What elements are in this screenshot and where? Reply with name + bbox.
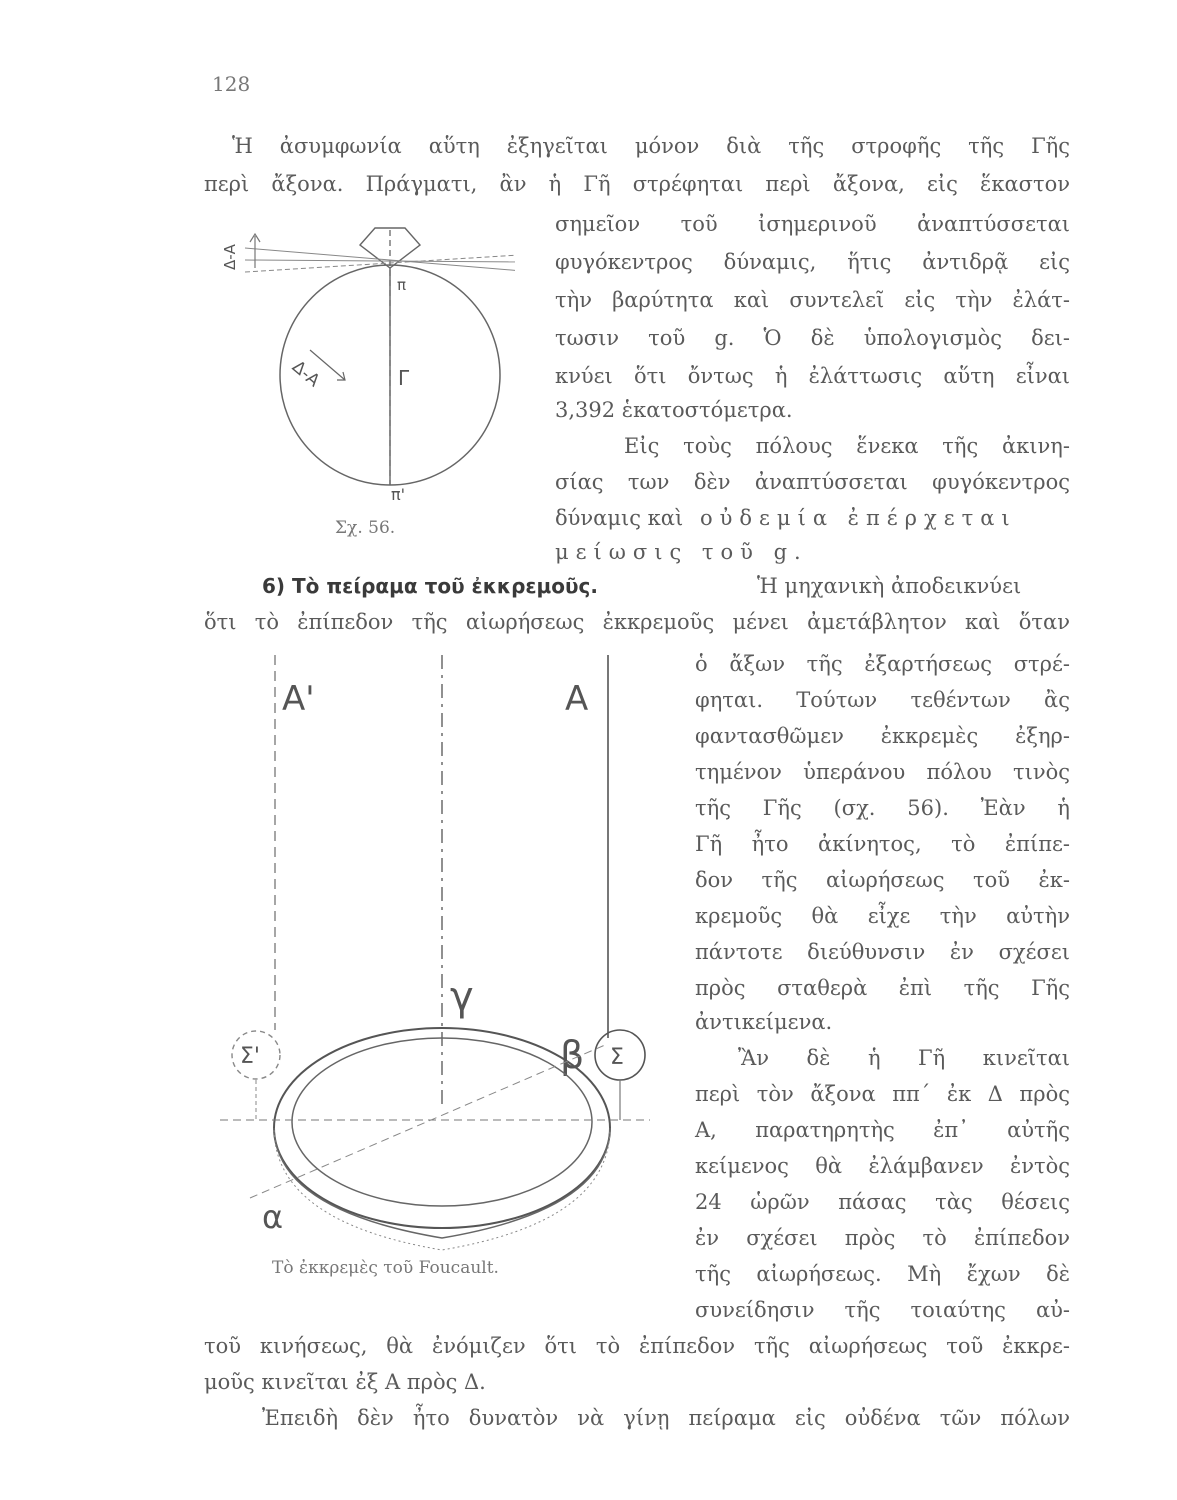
label-A-prime: Α' [282,679,315,719]
page-number: 128 [212,72,251,96]
label-pi: π [397,276,407,294]
text-line: ὅτι τὸ ἐπίπεδον τῆς αἰωρήσεως ἐκκρεμοῦς μένει ἀμετάβλητον καὶ ὅταν [204,610,1070,634]
text-line: τωσιν τοῦ g. Ὁ δὲ ὑπολογισμὸς δει- [555,326,1070,350]
ring-rim-ticks [274,1130,610,1250]
text-line: ὁ ἄξων τῆς ἐξαρτήσεως στρέ- [695,652,1070,676]
figure-56 [215,210,515,550]
label-sigma: Σ [610,1045,624,1070]
label-top: Δ-Α [221,244,239,270]
text-line: περὶ ἄξονα. Πράγματι, ἂν ἡ Γῆ στρέφηται περὶ ἄξονα, εἰς ἕκαστον [204,172,1070,196]
foucault-figure [210,650,680,1270]
text-line: φυγόκεντρος δύναμις, ἥτις ἀντιδρᾷ εἰς [555,250,1070,274]
text-line: ἐν σχέσει πρὸς τὸ ἐπίπεδον [695,1226,1070,1250]
text-line: τῆς Γῆς (σχ. 56). Ἐὰν ἡ [695,796,1070,820]
text-line: κνύει ὅτι ὄντως ἡ ἐλάττωσις αὕτη εἶναι [555,364,1070,388]
diag-line [250,1045,605,1198]
plane-line-3 [245,254,515,272]
text-line: 24 ὡρῶν πάσας τὰς θέσεις [695,1190,1070,1214]
label-sigma-prime: Σ' [240,1044,260,1069]
text-line: 3,392 ἑκατοστόμετρα. [555,398,793,422]
text-line: φηται. Τούτων τεθέντων ἂς [695,688,1070,712]
text-line: πρὸς σταθερὰ ἐπὶ τῆς Γῆς [695,976,1070,1000]
text-line: Γῆ ἦτο ἀκίνητος, τὸ ἐπίπε- [695,832,1070,856]
text-line: Α, παρατηρητὴς ἐπ᾽ αὐτῆς [695,1118,1070,1142]
text-line: Ἂν δὲ ἡ Γῆ κινεῖται [738,1046,1070,1070]
text-line: κρεμοῦς θὰ εἶχε τὴν αὐτὴν [695,904,1070,928]
ring-rim [274,1128,610,1238]
label-alpha: α [262,1198,284,1236]
label-gamma: Γ [398,366,410,390]
text-line: πάντοτε διεύθυνσιν ἐν σχέσει [695,940,1070,964]
label-pi-prime: π' [391,485,406,504]
foucault-caption: Τὸ ἐκκρεμὲς τοῦ Foucault. [272,1258,499,1278]
section-heading: 6) Τὸ πείραμα τοῦ ἐκκρεμοῦς. [262,574,598,598]
text-line: τὴν βαρύτητα καὶ συντελεῖ εἰς τὴν ἐλάτ- [555,288,1070,312]
text-line: τῆς αἰωρήσεως. Μὴ ἔχων δὲ [695,1262,1070,1286]
text-line: δον τῆς αἰωρήσεως τοῦ ἐκ- [695,868,1070,892]
text-line: τοῦ κινήσεως, θὰ ἐνόμιζεν ὅτι τὸ ἐπίπεδον τῆς αἰωρήσεως τοῦ ἐκκρε- [204,1334,1070,1358]
text-line: φαντασθῶμεν ἐκκρεμὲς ἐξηρ- [695,724,1070,748]
text-line: Ἐπειδὴ δὲν ἦτο δυνατὸν νὰ γίνῃ πείραμα εἰς οὐδένα τῶν πόλων [262,1406,1070,1430]
text-line-spaced: μείωσις τοῦ g. [555,540,808,564]
text-line: τημένον ὑπεράνου πόλου τινὸς [695,760,1070,784]
text-line: Εἰς τοὺς πόλους ἕνεκα τῆς ἀκινη- [624,434,1070,458]
text-line: Ἡ μηχανικὴ ἀποδεικνύει [757,574,1022,598]
text-line: σημεῖον τοῦ ἰσημερινοῦ ἀναπτύσσεται [555,212,1070,236]
label-diag: Δ-Α [287,356,324,392]
label-gamma: γ [450,974,474,1020]
text-line: Ἡ ἀσυμφωνία αὕτη ἐξηγεῖται μόνον διὰ τῆς στροφῆς τῆς Γῆς [232,134,1070,158]
text-line-spaced: οὐδεμία ἐπέρχεται [700,506,1017,530]
text-line: δύναμις καὶ [555,506,684,530]
label-beta: β [560,1033,585,1077]
text-line: περὶ τὸν ἄξονα ππ΄ ἐκ Δ πρὸς [695,1082,1070,1106]
label-A: Α [565,679,589,719]
text-line: κείμενος θὰ ἐλάμβανεν ἐντὸς [695,1154,1070,1178]
text-line: ἀντικείμενα. [695,1010,833,1034]
text-line: μοῦς κινεῖται ἐξ Α πρὸς Δ. [204,1370,486,1394]
text-line: συνείδησιν τῆς τοιαύτης αὐ- [695,1298,1070,1322]
figure-56-caption: Σχ. 56. [335,518,396,538]
text-line: σίας των δὲν ἀναπτύσσεται φυγόκεντρος [555,470,1070,494]
